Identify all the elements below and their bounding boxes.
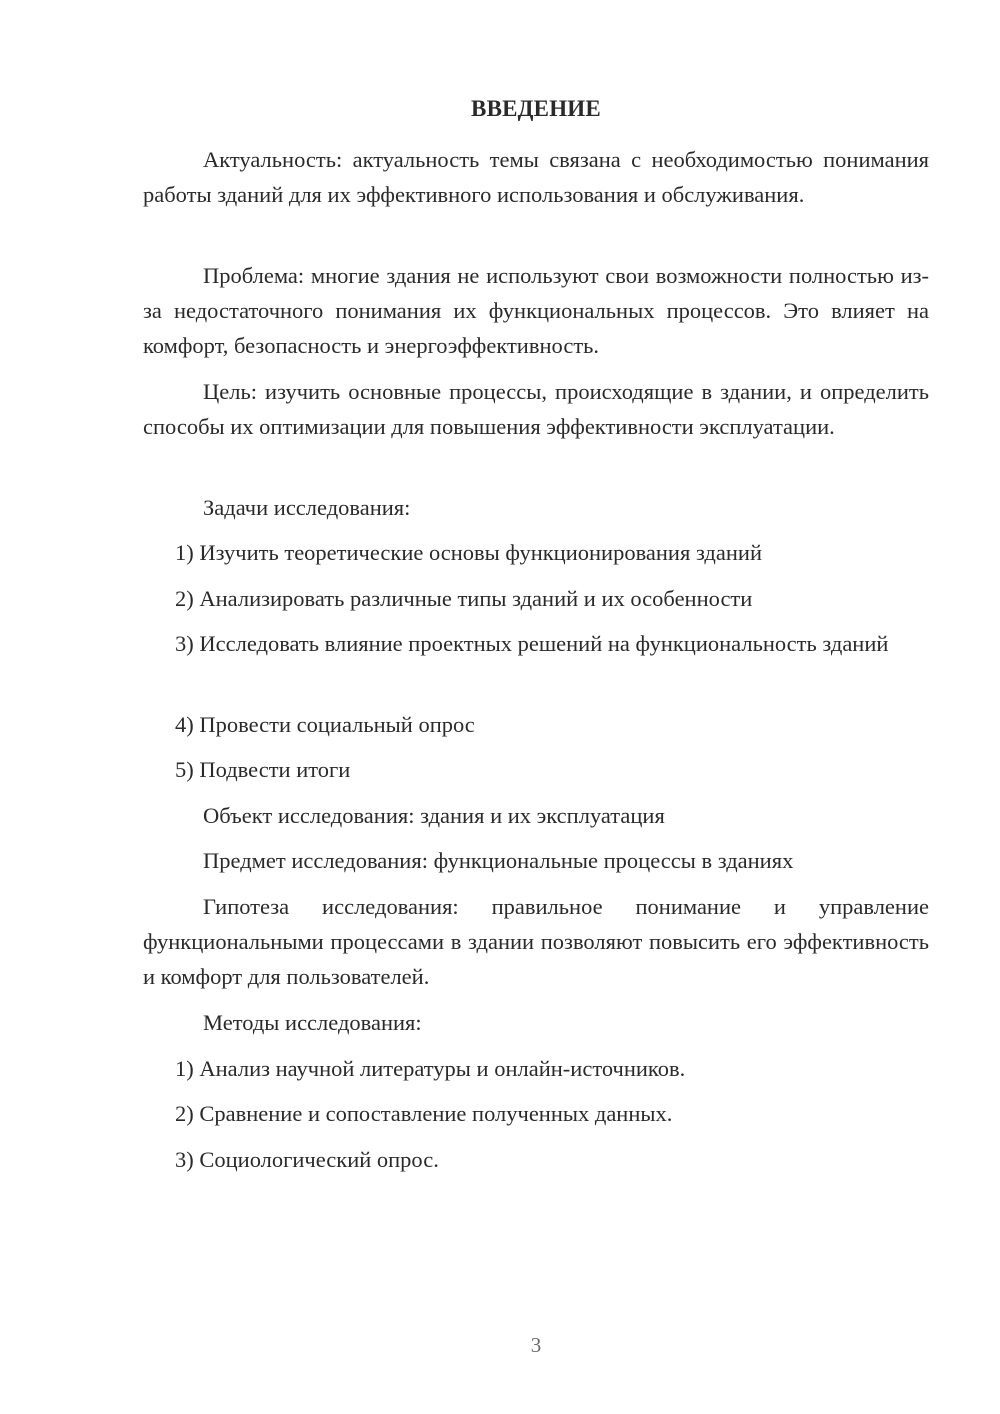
method-item: 1) Анализ научной литературы и онлайн-источников. — [175, 1056, 686, 1081]
goal-paragraph: Цель: изучить основные процессы, происходящие в здании, и определить способы их оптимизации для повышения эффективности эксплуатации. — [143, 379, 929, 439]
object-paragraph: Объект исследования: здания и их эксплуатация — [203, 803, 665, 828]
hypothesis-paragraph: Гипотеза исследования: правильное понимание и управление функциональными процессами в здании позволяют повысить его эффективность и комфорт для пользователей. — [143, 894, 929, 989]
page-number: 3 — [530, 1333, 542, 1357]
subject-paragraph: Предмет исследования: функциональные процессы в зданиях — [203, 848, 794, 873]
page-title: ВВЕДЕНИЕ — [471, 96, 601, 121]
problem-paragraph: Проблема: многие здания не используют свои возможности полностью из-за недостаточного понимания их функциональных процессов. Это влияет на комфорт, безопасность и энергоэффективность. — [143, 263, 929, 358]
method-item: 3) Социологический опрос. — [175, 1147, 439, 1172]
task-item: 1) Изучить теоретические основы функционирования зданий — [175, 540, 762, 565]
task-item: 4) Провести социальный опрос — [175, 712, 475, 737]
methods-heading: Методы исследования: — [203, 1010, 422, 1035]
task-item: 2) Анализировать различные типы зданий и их особенности — [175, 586, 753, 611]
relevance-paragraph: Актуальность: актуальность темы связана с необходимостью понимания работы зданий для их эффективного использования и обслуживания. — [143, 147, 929, 207]
tasks-heading: Задачи исследования: — [203, 495, 411, 520]
task-item: 3) Исследовать влияние проектных решений на функциональность зданий — [175, 631, 889, 656]
method-item: 2) Сравнение и сопоставление полученных данных. — [175, 1101, 673, 1126]
task-item: 5) Подвести итоги — [175, 757, 351, 782]
